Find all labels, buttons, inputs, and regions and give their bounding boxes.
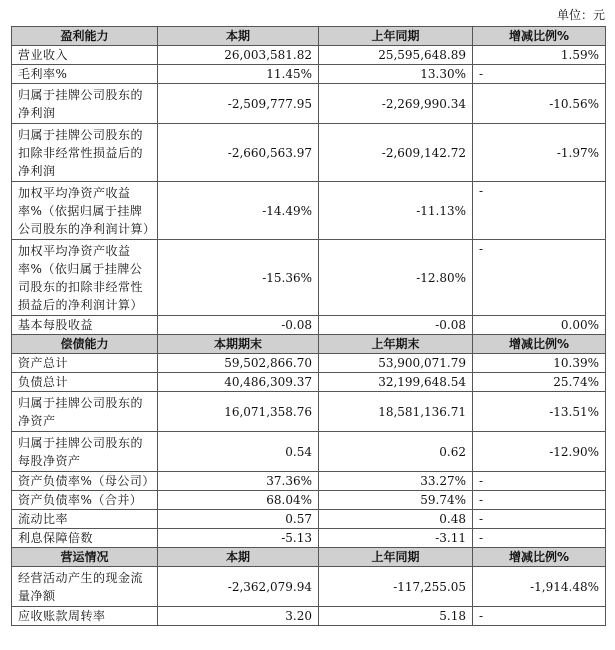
change-value: -	[473, 182, 606, 240]
column-header-current: 本期期末	[158, 335, 319, 354]
column-header-previous: 上年同期	[319, 27, 473, 46]
current-value: -14.49%	[158, 182, 319, 240]
column-header-previous: 上年同期	[319, 548, 473, 567]
previous-value: 0.62	[319, 432, 473, 472]
change-value: -	[473, 529, 606, 548]
previous-value: -0.08	[319, 316, 473, 335]
row-label: 负债总计	[12, 373, 158, 392]
current-value: 37.36%	[158, 472, 319, 491]
table-row	[12, 124, 606, 182]
table-row	[12, 182, 606, 240]
previous-value: -2,269,990.34	[319, 84, 473, 124]
current-value: 0.54	[158, 432, 319, 472]
previous-value: -2,609,142.72	[319, 124, 473, 182]
current-value: 59,502,866.70	[158, 354, 319, 373]
previous-value: 25,595,648.89	[319, 46, 473, 65]
table-row	[12, 65, 606, 84]
previous-value: 59.74%	[319, 491, 473, 510]
table-row	[12, 316, 606, 335]
row-label: 经营活动产生的现金流量净额	[12, 567, 158, 607]
profitability-header-row	[12, 27, 606, 46]
section-title: 营运情况	[12, 548, 158, 567]
column-header-previous: 上年期末	[319, 335, 473, 354]
previous-value: -12.80%	[319, 240, 473, 316]
change-value: -	[473, 510, 606, 529]
row-label: 加权平均净资产收益率%（依归属于挂牌公司股东的扣除非经常性损益后的净利润计算）	[12, 240, 158, 316]
previous-value: 53,900,071.79	[319, 354, 473, 373]
column-header-current: 本期	[158, 548, 319, 567]
previous-value: 0.48	[319, 510, 473, 529]
row-label: 归属于挂牌公司股东的扣除非经常性损益后的净利润	[12, 124, 158, 182]
table-row	[12, 510, 606, 529]
table-row	[12, 491, 606, 510]
previous-value: -117,255.05	[319, 567, 473, 607]
row-label: 流动比率	[12, 510, 158, 529]
table-row	[12, 472, 606, 491]
column-header-change: 增减比例%	[473, 27, 606, 46]
table-row	[12, 354, 606, 373]
previous-value: 18,581,136.71	[319, 392, 473, 432]
row-label: 营业收入	[12, 46, 158, 65]
current-value: 11.45%	[158, 65, 319, 84]
column-header-change: 增减比例%	[473, 335, 606, 354]
change-value: -13.51%	[473, 392, 606, 432]
change-value: -	[473, 491, 606, 510]
section-title: 盈利能力	[12, 27, 158, 46]
change-value: -1,914.48%	[473, 567, 606, 607]
current-value: 3.20	[158, 607, 319, 626]
previous-value: 13.30%	[319, 65, 473, 84]
current-value: 0.57	[158, 510, 319, 529]
table-row	[12, 373, 606, 392]
current-value: 68.04%	[158, 491, 319, 510]
row-label: 资产负债率%（合并）	[12, 491, 158, 510]
operations-header-row	[12, 548, 606, 567]
current-value: -15.36%	[158, 240, 319, 316]
change-value: -12.90%	[473, 432, 606, 472]
current-value: -2,362,079.94	[158, 567, 319, 607]
row-label: 基本每股收益	[12, 316, 158, 335]
row-label: 加权平均净资产收益率%（依据归属于挂牌公司股东的净利润计算）	[12, 182, 158, 240]
unit-label: 单位：元	[556, 8, 605, 22]
financial-indicators-table	[11, 26, 606, 626]
change-value: -	[473, 65, 606, 84]
table-row	[12, 240, 606, 316]
change-value: -	[473, 607, 606, 626]
section-title: 偿债能力	[12, 335, 158, 354]
change-value: 10.39%	[473, 354, 606, 373]
change-value: 25.74%	[473, 373, 606, 392]
row-label: 利息保障倍数	[12, 529, 158, 548]
previous-value: 32,199,648.54	[319, 373, 473, 392]
change-value: -	[473, 472, 606, 491]
current-value: 40,486,309.37	[158, 373, 319, 392]
table-row	[12, 567, 606, 607]
solvency-header-row	[12, 335, 606, 354]
table-row	[12, 84, 606, 124]
current-value: 26,003,581.82	[158, 46, 319, 65]
row-label: 归属于挂牌公司股东的净资产	[12, 392, 158, 432]
change-value: -	[473, 240, 606, 316]
row-label: 资产总计	[12, 354, 158, 373]
previous-value: 33.27%	[319, 472, 473, 491]
table-row	[12, 432, 606, 472]
column-header-change: 增减比例%	[473, 548, 606, 567]
table-row	[12, 392, 606, 432]
current-value: -0.08	[158, 316, 319, 335]
row-label: 归属于挂牌公司股东的每股净资产	[12, 432, 158, 472]
table-row	[12, 46, 606, 65]
table-row	[12, 529, 606, 548]
change-value: 0.00%	[473, 316, 606, 335]
row-label: 资产负债率%（母公司）	[12, 472, 158, 491]
change-value: 1.59%	[473, 46, 606, 65]
current-value: -2,509,777.95	[158, 84, 319, 124]
row-label: 归属于挂牌公司股东的净利润	[12, 84, 158, 124]
change-value: -10.56%	[473, 84, 606, 124]
current-value: -5.13	[158, 529, 319, 548]
change-value: -1.97%	[473, 124, 606, 182]
previous-value: -11.13%	[319, 182, 473, 240]
column-header-current: 本期	[158, 27, 319, 46]
current-value: 16,071,358.76	[158, 392, 319, 432]
table-row	[12, 607, 606, 626]
row-label: 应收账款周转率	[12, 607, 158, 626]
previous-value: 5.18	[319, 607, 473, 626]
row-label: 毛利率%	[12, 65, 158, 84]
previous-value: -3.11	[319, 529, 473, 548]
current-value: -2,660,563.97	[158, 124, 319, 182]
